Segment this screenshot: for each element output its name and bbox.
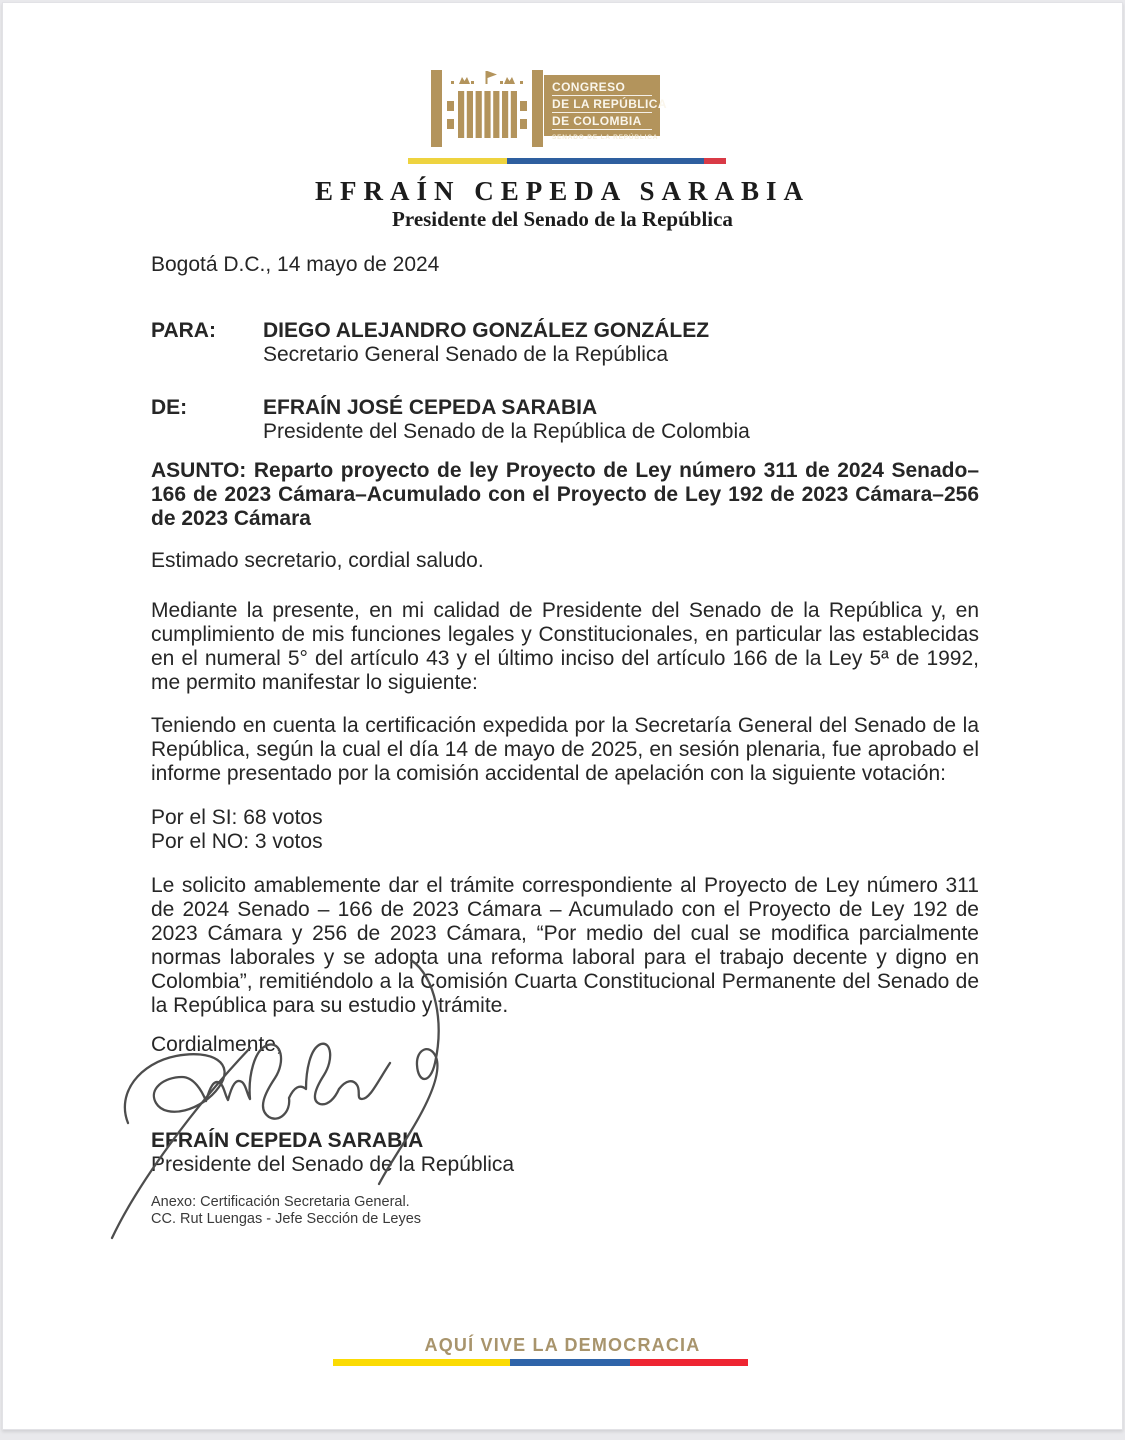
recipient-row (151, 319, 979, 367)
sender-label: DE: (151, 396, 188, 419)
signer-title: Presidente del Senado de la República (151, 1153, 515, 1176)
footer-slogan: AQUÍ VIVE LA DEMOCRACIA (424, 1335, 701, 1355)
recipient-label: PARA: (151, 319, 216, 342)
vote-results (151, 806, 979, 854)
recipient-role: Secretario General Senado de la República (263, 343, 669, 366)
logo-line-colombia: DE COLOMBIA (552, 114, 652, 130)
flag-blue-segment (510, 1359, 630, 1366)
congress-logo-textbox (544, 75, 667, 141)
logo-line-congreso: CONGRESO (552, 80, 652, 96)
flag-yellow-segment (408, 158, 507, 164)
letter-page (2, 2, 1123, 1430)
sender-name: EFRAÍN JOSÉ CEPEDA SARABIA (263, 396, 598, 419)
paragraph-certification: Teniendo en cuenta la certificación expedida por la Secretaría General del Senado de la República, según la cual el día 14 de mayo de 2025, en sesión plenaria, fue aprobado el informe presentado por la comisión accidental de apelación con la siguiente votación: (151, 714, 979, 785)
sender-row (151, 396, 979, 444)
letterhead-president-name: EFRAÍN CEPEDA SARABIA (314, 176, 811, 206)
letterhead-president-title: Presidente del Senado de la República (392, 207, 733, 231)
flag-red-segment (630, 1359, 748, 1366)
closing-line: Cordialmente, (151, 1033, 282, 1056)
vote-yes-line: Por el SI: 68 votos (151, 806, 323, 829)
congress-capitol-icon (431, 66, 543, 152)
logo-line-republica: DE LA REPÚBLICA (552, 97, 667, 111)
paragraph-legal-basis: Mediante la presente, en mi calidad de Presidente del Senado de la República y, en cumplimiento de mis funciones legales y Constitucionales, en particular las establecidas en el numeral 5° del artículo 43 y el último inciso del artículo 166 de la Ley 5ª de 1992, me permito manifestar lo siguiente: (151, 599, 979, 694)
recipient-name: DIEGO ALEJANDRO GONZÁLEZ GONZÁLEZ (263, 319, 710, 342)
logo-line-senado: SENADO DE LA REPÚBLICA (552, 134, 659, 141)
subject-line: ASUNTO: Reparto proyecto de ley Proyecto de Ley número 311 de 2024 Senado– 166 de 2023 Cámara–Acumulado con el Proyecto de Ley 192 de 2023 Cámara–256 de 2023 Cámara (151, 459, 979, 530)
sender-role: Presidente del Senado de la República de Colombia (263, 420, 750, 443)
vote-no-line: Por el NO: 3 votos (151, 830, 323, 853)
letter-date: Bogotá D.C., 14 mayo de 2024 (151, 253, 440, 276)
annex-note (151, 1194, 979, 1227)
paragraph-request: Le solicito amablemente dar el trámite correspondiente al Proyecto de Ley número 311 de 2024 Senado – 166 de 2023 Cámara – Acumulado con el Proyecto de Ley 192 de 2023 Cámara y 256 de 2023 Cámara, “Por medio del cual se modifica parcialmente normas laborales y se adopta una reforma laboral para el trabajo decente y digno en Colombia”, remitiéndolo a la Comisión Cuarta Constitucional Permanente del Senado de la República para su estudio y trámite. (151, 874, 979, 1017)
colombia-flag-bar-bottom (333, 1359, 748, 1366)
annex-line: Anexo: Certificación Secretaria General. (151, 1194, 410, 1210)
flag-red-segment (704, 158, 726, 164)
cc-line: CC. Rut Luengas - Jefe Sección de Leyes (151, 1210, 422, 1227)
flag-yellow-segment (333, 1359, 510, 1366)
signer-name: EFRAÍN CEPEDA SARABIA (151, 1129, 424, 1152)
greeting-line: Estimado secretario, cordial saludo. (151, 549, 484, 572)
colombia-flag-bar-top (408, 158, 726, 164)
letter-body (151, 253, 979, 1227)
flag-blue-segment (507, 158, 704, 164)
